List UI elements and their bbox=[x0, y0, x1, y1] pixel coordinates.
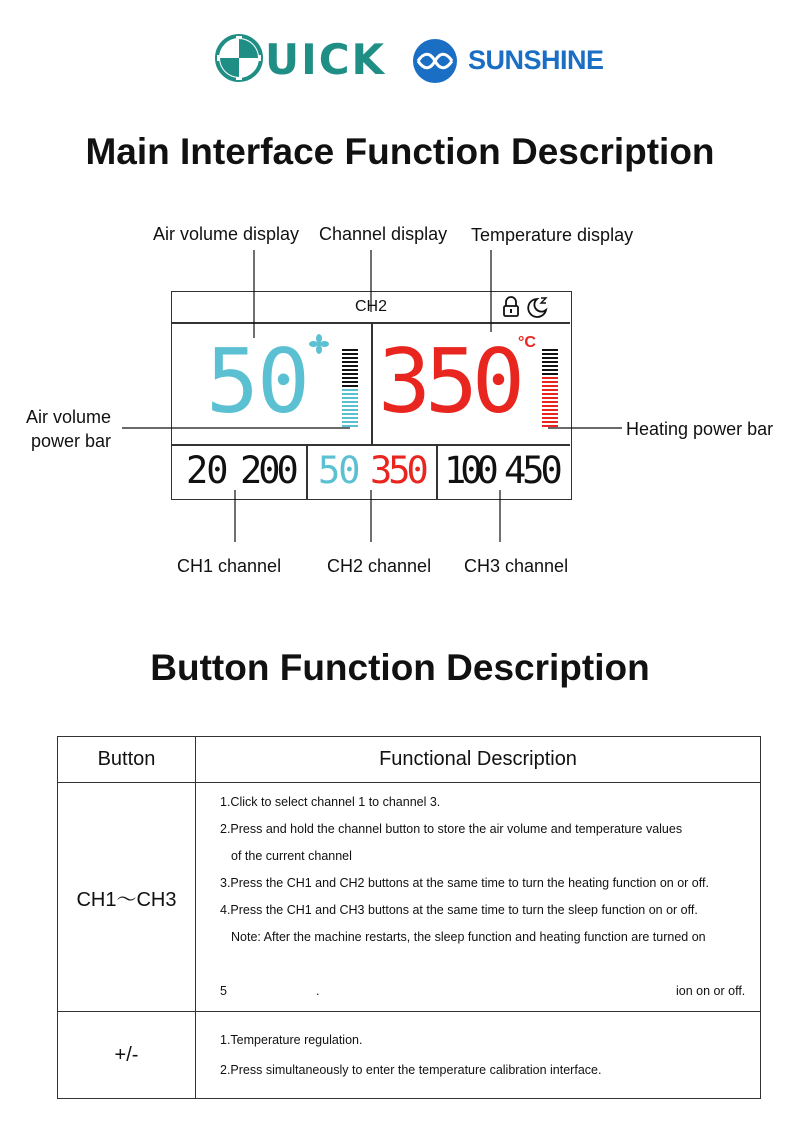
desc-fragment: 5 bbox=[220, 984, 227, 998]
desc-line-partial bbox=[220, 978, 760, 1005]
air-volume-value: 50 bbox=[206, 330, 308, 433]
label-air-volume-display: Air volume display bbox=[153, 224, 300, 244]
preset-ch1-air: 20 bbox=[186, 449, 227, 492]
table-row bbox=[58, 783, 761, 1012]
button-description-plus-minus bbox=[196, 1012, 761, 1099]
preset-ch2-temp: 350 bbox=[370, 449, 425, 492]
main-interface-title: Main Interface Function Description bbox=[85, 131, 715, 172]
button-function-title: Button Function Description bbox=[150, 647, 650, 688]
button-name-ch: CH1～CH3 bbox=[58, 783, 196, 1012]
preset-ch3-temp: 450 bbox=[504, 449, 559, 492]
label-ch2-channel: CH2 channel bbox=[327, 556, 432, 576]
sunshine-logo-text: SUNSHINE bbox=[468, 45, 604, 75]
button-function-table bbox=[57, 736, 761, 1099]
table-header-button: Button bbox=[58, 737, 196, 783]
desc-line: of the current channel bbox=[231, 849, 352, 863]
desc-line: 1.Temperature regulation. bbox=[220, 1033, 363, 1047]
desc-line: 2.Press simultaneously to enter the temperature calibration interface. bbox=[220, 1063, 602, 1077]
label-heating-power-bar: Heating power bar bbox=[626, 419, 774, 439]
lcd-channel-indicator: CH2 bbox=[354, 298, 387, 315]
label-air-volume-power-bar-2: power bar bbox=[31, 431, 112, 451]
table-row bbox=[58, 1012, 761, 1099]
label-air-volume-power-bar-1: Air volume bbox=[26, 407, 112, 427]
temperature-value: 350 bbox=[378, 330, 519, 433]
preset-ch1-temp: 200 bbox=[240, 449, 295, 492]
button-name-plus-minus: +/- bbox=[58, 1012, 196, 1099]
desc-fragment: . bbox=[316, 984, 320, 998]
desc-line: Note: After the machine restarts, the sleep function and heating function are turned on bbox=[231, 930, 706, 944]
table-header-description: Functional Description bbox=[196, 737, 761, 783]
desc-fragment: ion on or off. bbox=[676, 984, 746, 998]
desc-line: 2.Press and hold the channel button to store the air volume and temperature values bbox=[220, 822, 683, 836]
desc-line: 4.Press the CH1 and CH3 buttons at the same time to turn the sleep function on or off. bbox=[220, 903, 698, 917]
quick-logo-text: UICK bbox=[265, 35, 387, 84]
label-temperature-display: Temperature display bbox=[471, 225, 634, 245]
preset-ch2-air: 50 bbox=[318, 449, 359, 492]
desc-line: 3.Press the CH1 and CH2 buttons at the same time to turn the heating function on or off. bbox=[220, 876, 709, 890]
desc-line: 1.Click to select channel 1 to channel 3. bbox=[220, 795, 441, 809]
temperature-unit: °C bbox=[518, 334, 536, 351]
label-channel-display: Channel display bbox=[319, 224, 448, 244]
label-ch3-channel: CH3 channel bbox=[464, 556, 569, 576]
label-ch1-channel: CH1 channel bbox=[177, 556, 282, 576]
button-description-ch bbox=[196, 783, 761, 1012]
preset-ch3-air: 100 bbox=[444, 449, 493, 492]
